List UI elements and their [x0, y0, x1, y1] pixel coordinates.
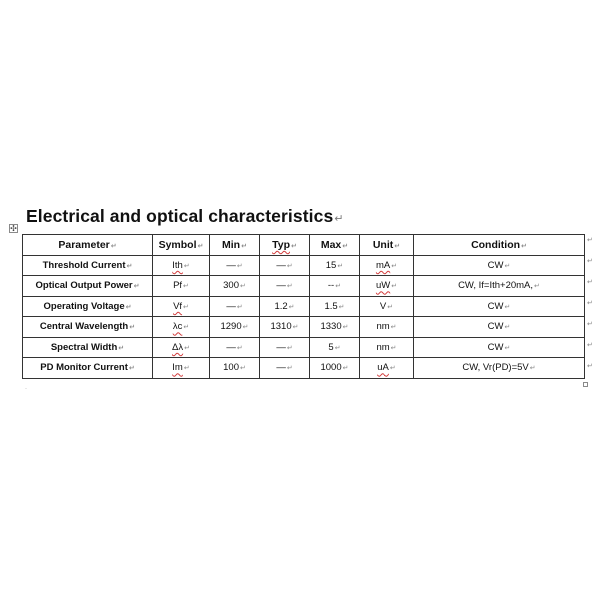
cell-typ[interactable]: —↵ — [260, 255, 310, 276]
cell-unit[interactable]: mA↵ — [360, 255, 414, 276]
paragraph-mark: ↵ — [334, 213, 344, 225]
cell-parameter[interactable]: PD Monitor Current↵ — [23, 358, 153, 379]
header-cell-max[interactable]: Max↵ — [310, 235, 360, 256]
cell-parameter[interactable]: Threshold Current↵ — [23, 255, 153, 276]
cell-condition[interactable]: CW↵ — [414, 255, 585, 276]
row-end-mark: ↵ — [587, 279, 593, 286]
cell-typ[interactable]: —↵ — [260, 337, 310, 358]
cell-min[interactable]: 100↵ — [210, 358, 260, 379]
cell-max[interactable]: 5↵ — [310, 337, 360, 358]
row-end-mark: ↵ — [587, 363, 593, 370]
row-end-mark: ↵ — [587, 342, 593, 349]
table-move-handle-icon[interactable]: ✣ — [10, 224, 17, 233]
cell-unit[interactable]: V↵ — [360, 296, 414, 317]
table-header-row — [23, 235, 585, 256]
header-cell-typ[interactable]: Typ↵ — [260, 235, 310, 256]
cell-typ[interactable]: —↵ — [260, 276, 310, 297]
cell-condition[interactable]: CW↵ — [414, 337, 585, 358]
cell-parameter[interactable]: Operating Voltage↵ — [23, 296, 153, 317]
cell-min[interactable]: 1290↵ — [210, 317, 260, 338]
cell-unit[interactable]: uW↵ — [360, 276, 414, 297]
cell-unit[interactable]: nm↵ — [360, 317, 414, 338]
table-row — [23, 276, 585, 297]
header-cell-condition[interactable]: Condition↵ — [414, 235, 585, 256]
cell-condition[interactable]: CW, If=Ith+20mA,↵ — [414, 276, 585, 297]
table-row — [23, 317, 585, 338]
row-end-mark: ↵ — [587, 237, 593, 244]
header-cell-parameter[interactable]: Parameter↵ — [23, 235, 153, 256]
cell-condition[interactable]: CW↵ — [414, 317, 585, 338]
document-title-text: Electrical and optical characteristics — [26, 206, 334, 226]
cell-symbol[interactable]: Vf↵ — [153, 296, 210, 317]
characteristics-table — [22, 234, 585, 379]
header-cell-unit[interactable]: Unit↵ — [360, 235, 414, 256]
cell-condition[interactable]: CW↵ — [414, 296, 585, 317]
table-row — [23, 296, 585, 317]
table-row — [23, 337, 585, 358]
cell-max[interactable]: --↵ — [310, 276, 360, 297]
row-end-mark: ↵ — [587, 300, 593, 307]
document-title — [26, 206, 344, 227]
cell-symbol[interactable]: Ith↵ — [153, 255, 210, 276]
cell-symbol[interactable]: Im↵ — [153, 358, 210, 379]
cell-min[interactable]: —↵ — [210, 337, 260, 358]
header-cell-min[interactable]: Min↵ — [210, 235, 260, 256]
cell-min[interactable]: 300↵ — [210, 276, 260, 297]
cell-condition[interactable]: CW, Vr(PD)=5V↵ — [414, 358, 585, 379]
cell-min[interactable]: —↵ — [210, 296, 260, 317]
cell-parameter[interactable]: Optical Output Power↵ — [23, 276, 153, 297]
cell-parameter[interactable]: Spectral Width↵ — [23, 337, 153, 358]
cell-symbol[interactable]: λc↵ — [153, 317, 210, 338]
cell-symbol[interactable]: Δλ↵ — [153, 337, 210, 358]
cell-max[interactable]: 15↵ — [310, 255, 360, 276]
cell-typ[interactable]: —↵ — [260, 358, 310, 379]
cell-max[interactable]: 1000↵ — [310, 358, 360, 379]
cell-unit[interactable]: uA↵ — [360, 358, 414, 379]
row-end-mark: ↵ — [587, 321, 593, 328]
header-cell-symbol[interactable]: Symbol↵ — [153, 235, 210, 256]
row-end-mark: ↵ — [587, 258, 593, 265]
table-row — [23, 255, 585, 276]
trailing-paragraph-mark: · — [25, 386, 27, 392]
cell-typ[interactable]: 1.2↵ — [260, 296, 310, 317]
cell-typ[interactable]: 1310↵ — [260, 317, 310, 338]
cell-min[interactable]: —↵ — [210, 255, 260, 276]
table-resize-handle[interactable] — [583, 382, 588, 387]
cell-max[interactable]: 1.5↵ — [310, 296, 360, 317]
cell-symbol[interactable]: Pf↵ — [153, 276, 210, 297]
cell-unit[interactable]: nm↵ — [360, 337, 414, 358]
table-row — [23, 358, 585, 379]
cell-parameter[interactable]: Central Wavelength↵ — [23, 317, 153, 338]
cell-max[interactable]: 1330↵ — [310, 317, 360, 338]
